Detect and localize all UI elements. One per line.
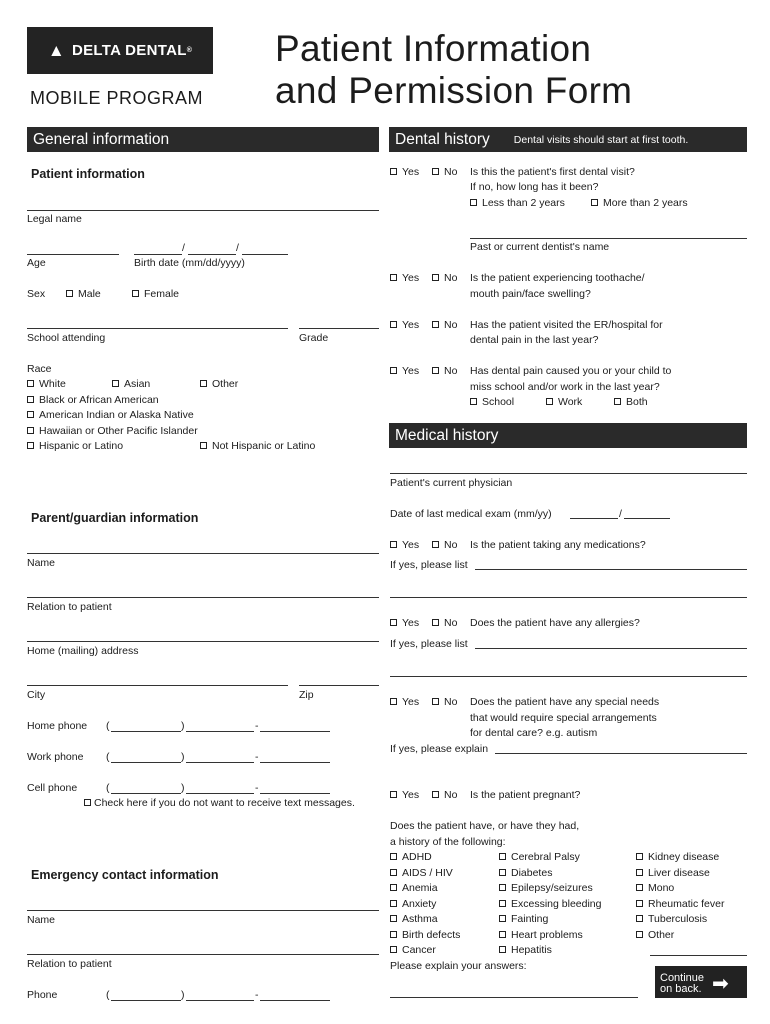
- paren-close: ): [181, 989, 185, 1001]
- condition-option[interactable]: [636, 898, 724, 910]
- relation-field[interactable]: [27, 597, 379, 598]
- checkbox-icon[interactable]: [200, 380, 207, 387]
- checkbox-icon[interactable]: [390, 274, 397, 281]
- asian-label: Asian: [124, 378, 151, 390]
- logo-registered: ®: [186, 47, 193, 54]
- home-phone-line-field[interactable]: [260, 731, 330, 732]
- zip-field[interactable]: [299, 685, 379, 686]
- work-phone-area-field[interactable]: [111, 762, 181, 763]
- special-needs-text-2: that would require special arrangements: [470, 712, 657, 724]
- paren-open: (: [106, 782, 110, 794]
- age-field[interactable]: [27, 254, 119, 255]
- checkbox-icon[interactable]: [84, 799, 91, 806]
- school-option[interactable]: [470, 396, 514, 408]
- q4-text-2: miss school and/or work in the last year?: [470, 381, 660, 393]
- condition-option[interactable]: [636, 929, 674, 941]
- past-dentist-field[interactable]: [470, 238, 747, 239]
- checkbox-icon[interactable]: [132, 290, 139, 297]
- condition-label: Kidney disease: [648, 851, 720, 863]
- pregnant-yes[interactable]: [390, 789, 419, 801]
- condition-label: Excessing bleeding: [511, 898, 602, 910]
- yes-label: Yes: [402, 539, 420, 551]
- allergies-list-label: If yes, please list: [390, 638, 468, 650]
- american-indian-label: American Indian or Alaska Native: [39, 409, 194, 421]
- grade-label: Grade: [299, 332, 329, 344]
- slash: /: [236, 242, 239, 254]
- home-phone-area-field[interactable]: [111, 731, 181, 732]
- no-label: No: [444, 539, 458, 551]
- dash: -: [255, 720, 259, 732]
- condition-label: Heart problems: [511, 929, 583, 941]
- birth-date-label: Birth date (mm/dd/yyyy): [134, 257, 245, 269]
- dash: -: [255, 782, 259, 794]
- q2-text-2: mouth pain/face swelling?: [470, 288, 591, 300]
- paren-close: ): [181, 751, 185, 763]
- checkbox-icon[interactable]: [27, 380, 34, 387]
- both-option-label: Both: [626, 396, 648, 408]
- allergies-question: Does the patient have any allergies?: [470, 617, 640, 629]
- pregnant-no[interactable]: [432, 789, 457, 801]
- checkbox-icon[interactable]: [390, 321, 397, 328]
- birth-day-field[interactable]: [188, 254, 236, 255]
- female-option[interactable]: [132, 288, 179, 300]
- checkbox-icon[interactable]: [390, 915, 397, 922]
- race-label: Race: [27, 363, 52, 375]
- other-label: Other: [212, 378, 239, 390]
- medical-bar-label: Medical history: [395, 426, 499, 444]
- condition-option[interactable]: [390, 882, 438, 894]
- emergency-phone-prefix-field[interactable]: [186, 1000, 254, 1001]
- pregnant-question: Is the patient pregnant?: [470, 789, 581, 801]
- paren-close: ): [181, 782, 185, 794]
- last-exam-year-field[interactable]: [624, 518, 670, 519]
- condition-label: Rheumatic fever: [648, 898, 725, 910]
- past-dentist-label: Past or current dentist's name: [470, 241, 610, 253]
- checkbox-icon[interactable]: [390, 619, 397, 626]
- checkbox-icon[interactable]: [27, 396, 34, 403]
- checkbox-icon[interactable]: [432, 367, 439, 374]
- checkbox-icon[interactable]: [432, 541, 439, 548]
- condition-option[interactable]: [499, 851, 580, 863]
- title-line-1: Patient Information: [275, 28, 592, 69]
- checkbox-icon[interactable]: [390, 698, 397, 705]
- checkbox-icon[interactable]: [390, 884, 397, 891]
- no-label: No: [444, 365, 458, 377]
- checkbox-icon[interactable]: [499, 853, 506, 860]
- more-than-2-label: More than 2 years: [603, 197, 688, 209]
- checkbox-icon[interactable]: [499, 946, 506, 953]
- no-label: No: [444, 617, 458, 629]
- allergies-field-2[interactable]: [390, 676, 747, 677]
- q3-text-1: Has the patient visited the ER/hospital for: [470, 319, 663, 331]
- paren-close: ): [181, 720, 185, 732]
- patient-info-heading: Patient information: [31, 167, 145, 181]
- no-label: No: [444, 319, 458, 331]
- physician-field[interactable]: [390, 473, 747, 474]
- yes-label: Yes: [402, 617, 420, 629]
- checkbox-icon[interactable]: [470, 199, 477, 206]
- q3-no[interactable]: [432, 319, 457, 331]
- cell-phone-prefix-field[interactable]: [186, 793, 254, 794]
- no-label: No: [444, 166, 458, 178]
- parent-info-heading: Parent/guardian information: [31, 511, 199, 525]
- special-no[interactable]: [432, 696, 457, 708]
- q4-text-1: Has dental pain caused you or your child to: [470, 365, 672, 377]
- checkbox-icon[interactable]: [636, 853, 643, 860]
- cell-phone-line-field[interactable]: [260, 793, 330, 794]
- no-label: No: [444, 272, 458, 284]
- home-phone-prefix-field[interactable]: [186, 731, 254, 732]
- black-label: Black or African American: [39, 394, 159, 406]
- delta-dental-logo: [27, 27, 213, 74]
- condition-label: Epilepsy/seizures: [511, 882, 593, 894]
- parent-name-label: Name: [27, 557, 56, 569]
- dental-history-bar: [389, 127, 747, 152]
- yes-label: Yes: [402, 319, 420, 331]
- special-explain-field[interactable]: [495, 753, 747, 754]
- not-hispanic-label: Not Hispanic or Latino: [212, 440, 316, 452]
- emergency-name-label: Name: [27, 914, 56, 926]
- special-yes[interactable]: [390, 696, 419, 708]
- q2-yes[interactable]: [390, 272, 419, 284]
- medications-question: Is the patient taking any medications?: [470, 539, 646, 551]
- checkbox-icon[interactable]: [200, 442, 207, 449]
- continue-text-2: on back.: [660, 983, 702, 995]
- continue-text-1: Continue: [660, 972, 705, 984]
- yes-label: Yes: [402, 696, 420, 708]
- condition-label: Mono: [648, 882, 675, 894]
- hispanic-option[interactable]: [27, 440, 123, 452]
- city-label: City: [27, 689, 46, 701]
- checkbox-icon[interactable]: [636, 869, 643, 876]
- emergency-name-field[interactable]: [27, 910, 379, 911]
- no-label: No: [444, 696, 458, 708]
- condition-label: Fainting: [511, 913, 549, 925]
- page-title: [275, 28, 755, 112]
- legal-name-label: Legal name: [27, 213, 82, 225]
- condition-label: Tuberculosis: [648, 913, 708, 925]
- checkbox-icon[interactable]: [390, 367, 397, 374]
- logo-text: DELTA DENTAL: [71, 42, 187, 59]
- race-other[interactable]: [200, 378, 238, 390]
- special-explain-label: If yes, please explain: [390, 743, 489, 755]
- q4-yes[interactable]: [390, 365, 419, 377]
- yes-label: Yes: [402, 789, 420, 801]
- special-needs-text-1: Does the patient have any special needs: [470, 696, 660, 708]
- condition-label: Anxiety: [402, 898, 437, 910]
- condition-option[interactable]: [390, 913, 438, 925]
- work-option-label: Work: [558, 396, 583, 408]
- cell-phone-area-field[interactable]: [111, 793, 181, 794]
- more-than-2-option[interactable]: [591, 197, 688, 209]
- zip-label: Zip: [299, 689, 314, 701]
- checkbox-icon[interactable]: [432, 619, 439, 626]
- slash: /: [182, 242, 185, 254]
- condition-label: Cerebral Palsy: [511, 851, 580, 863]
- condition-label: Anemia: [402, 882, 438, 894]
- home-address-field[interactable]: [27, 641, 379, 642]
- physician-label: Patient's current physician: [390, 477, 513, 489]
- checkbox-icon[interactable]: [27, 442, 34, 449]
- paren-open: (: [106, 751, 110, 763]
- slash: /: [619, 508, 622, 520]
- general-bar-label: General information: [33, 130, 170, 148]
- condition-option[interactable]: [390, 851, 432, 863]
- condition-option[interactable]: [499, 944, 552, 956]
- checkbox-icon[interactable]: [432, 791, 439, 798]
- condition-option[interactable]: [390, 867, 453, 879]
- less-than-2-option[interactable]: [470, 197, 565, 209]
- condition-label: Hepatitis: [511, 944, 552, 956]
- checkbox-icon[interactable]: [499, 869, 506, 876]
- not-hispanic-option[interactable]: [200, 440, 315, 452]
- allergies-field[interactable]: [475, 648, 747, 649]
- relation-label: Relation to patient: [27, 601, 112, 613]
- condition-option[interactable]: [499, 867, 552, 879]
- checkbox-icon[interactable]: [432, 274, 439, 281]
- checkbox-icon[interactable]: [470, 398, 477, 405]
- condition-label: Birth defects: [402, 929, 461, 941]
- condition-option[interactable]: [390, 929, 460, 941]
- allergy-yes[interactable]: [390, 617, 419, 629]
- history-text-1: Does the patient have, or have they had,: [390, 820, 580, 832]
- emergency-relation-label: Relation to patient: [27, 958, 112, 970]
- checkbox-icon[interactable]: [390, 791, 397, 798]
- dash: -: [255, 989, 259, 1001]
- program-label: MOBILE PROGRAM: [30, 88, 204, 108]
- condition-option[interactable]: [499, 929, 583, 941]
- birth-year-field[interactable]: [242, 254, 288, 255]
- medications-field[interactable]: [475, 569, 747, 570]
- condition-option[interactable]: [499, 913, 548, 925]
- male-label: Male: [78, 288, 101, 300]
- delta-triangle-icon: ▲: [47, 40, 65, 60]
- male-option[interactable]: [66, 288, 101, 300]
- female-label: Female: [144, 288, 180, 300]
- age-label: Age: [27, 257, 46, 269]
- emergency-phone-area-field[interactable]: [111, 1000, 181, 1001]
- hawaiian-label: Hawaiian or Other Pacific Islander: [39, 425, 198, 437]
- medications-list-label: If yes, please list: [390, 559, 468, 571]
- home-phone-label: Home phone: [27, 720, 88, 732]
- checkbox-icon[interactable]: [432, 698, 439, 705]
- medical-history-bar: [389, 423, 747, 448]
- work-phone-label: Work phone: [27, 751, 84, 763]
- checkbox-icon[interactable]: [614, 398, 621, 405]
- checkbox-icon[interactable]: [636, 915, 643, 922]
- work-option[interactable]: [546, 396, 582, 408]
- explain-answers-field[interactable]: [390, 997, 638, 998]
- condition-option[interactable]: [636, 882, 674, 894]
- both-option[interactable]: [614, 396, 648, 408]
- q2-no[interactable]: [432, 272, 457, 284]
- history-text-2: a history of the following:: [390, 836, 506, 848]
- city-field[interactable]: [27, 685, 288, 686]
- checkbox-icon[interactable]: [112, 380, 119, 387]
- special-needs-text-3: for dental care? e.g. autism: [470, 727, 598, 739]
- yes-label: Yes: [402, 166, 420, 178]
- checkbox-icon[interactable]: [591, 199, 598, 206]
- checkbox-icon[interactable]: [390, 541, 397, 548]
- dental-bar-label: Dental history: [395, 130, 490, 148]
- checkbox-icon[interactable]: [390, 869, 397, 876]
- school-field[interactable]: [27, 328, 288, 329]
- checkbox-icon[interactable]: [636, 884, 643, 891]
- work-phone-line-field[interactable]: [260, 762, 330, 763]
- condition-label: AIDS / HIV: [402, 867, 453, 879]
- q2-text-1: Is the patient experiencing toothache/: [470, 272, 645, 284]
- race-white[interactable]: [27, 378, 66, 390]
- med-yes[interactable]: [390, 539, 419, 551]
- race-black[interactable]: [27, 394, 159, 406]
- checkbox-icon[interactable]: [499, 884, 506, 891]
- emergency-phone-label: Phone: [27, 989, 58, 1001]
- paren-open: (: [106, 720, 110, 732]
- allergy-no[interactable]: [432, 617, 457, 629]
- condition-option[interactable]: [636, 867, 710, 879]
- checkbox-icon[interactable]: [499, 900, 506, 907]
- condition-label: ADHD: [402, 851, 432, 863]
- condition-option[interactable]: [390, 944, 436, 956]
- sex-label: Sex: [27, 288, 46, 300]
- arrow-right-icon: ➡: [712, 972, 729, 995]
- white-label: White: [39, 378, 66, 390]
- work-phone-prefix-field[interactable]: [186, 762, 254, 763]
- medications-field-2[interactable]: [390, 597, 747, 598]
- checkbox-icon[interactable]: [27, 411, 34, 418]
- less-than-2-label: Less than 2 years: [482, 197, 565, 209]
- general-information-bar: [27, 127, 379, 152]
- no-label: No: [444, 789, 458, 801]
- condition-label: Diabetes: [511, 867, 553, 879]
- checkbox-icon[interactable]: [432, 321, 439, 328]
- checkbox-icon[interactable]: [390, 931, 397, 938]
- no-text-label: Check here if you do not want to receive text messages.: [94, 797, 355, 809]
- school-label: School attending: [27, 332, 106, 344]
- birth-month-field[interactable]: [134, 254, 182, 255]
- q1-no[interactable]: [432, 166, 457, 178]
- dash: -: [255, 751, 259, 763]
- other-condition-field[interactable]: [650, 955, 747, 956]
- legal-name-field[interactable]: [27, 210, 379, 211]
- title-line-2: and Permission Form: [275, 70, 633, 111]
- checkbox-icon[interactable]: [390, 853, 397, 860]
- hispanic-label: Hispanic or Latino: [39, 440, 124, 452]
- condition-label: Liver disease: [648, 867, 710, 879]
- med-no[interactable]: [432, 539, 457, 551]
- q3-yes[interactable]: [390, 319, 419, 331]
- school-option-label: School: [482, 396, 515, 408]
- checkbox-icon[interactable]: [546, 398, 553, 405]
- condition-option[interactable]: [499, 882, 593, 894]
- checkbox-icon[interactable]: [27, 427, 34, 434]
- q1-sub-text: If no, how long has it been?: [470, 181, 599, 193]
- checkbox-icon[interactable]: [636, 931, 643, 938]
- q1-text: Is this the patient's first dental visit?: [470, 166, 635, 178]
- yes-label: Yes: [402, 365, 420, 377]
- yes-label: Yes: [402, 272, 420, 284]
- checkbox-icon[interactable]: [390, 946, 397, 953]
- paren-open: (: [106, 989, 110, 1001]
- q1-yes[interactable]: [390, 166, 419, 178]
- checkbox-icon[interactable]: [66, 290, 73, 297]
- checkbox-icon[interactable]: [499, 931, 506, 938]
- race-american-indian[interactable]: [27, 409, 194, 421]
- q4-no[interactable]: [432, 365, 457, 377]
- last-exam-month-field[interactable]: [570, 518, 618, 519]
- grade-field[interactable]: [299, 328, 379, 329]
- continue-on-back-note: [655, 966, 747, 998]
- checkbox-icon[interactable]: [499, 915, 506, 922]
- no-text-option[interactable]: [84, 797, 355, 809]
- cell-phone-label: Cell phone: [27, 782, 78, 794]
- race-asian[interactable]: [112, 378, 150, 390]
- condition-option[interactable]: [499, 898, 601, 910]
- parent-name-field[interactable]: [27, 553, 379, 554]
- condition-option[interactable]: [390, 898, 436, 910]
- checkbox-icon[interactable]: [636, 900, 643, 907]
- checkbox-icon[interactable]: [432, 168, 439, 175]
- emergency-heading: Emergency contact information: [31, 868, 219, 882]
- condition-label: Asthma: [402, 913, 438, 925]
- explain-answers-label: Please explain your answers:: [390, 960, 527, 972]
- checkbox-icon[interactable]: [390, 168, 397, 175]
- checkbox-icon[interactable]: [390, 900, 397, 907]
- condition-label: Cancer: [402, 944, 436, 956]
- last-exam-label: Date of last medical exam (mm/yy): [390, 508, 552, 520]
- q3-text-2: dental pain in the last year?: [470, 334, 599, 346]
- emergency-phone-line-field[interactable]: [260, 1000, 330, 1001]
- condition-option[interactable]: [636, 913, 707, 925]
- condition-label: Other: [648, 929, 675, 941]
- emergency-relation-field[interactable]: [27, 954, 379, 955]
- condition-option[interactable]: [636, 851, 719, 863]
- home-address-label: Home (mailing) address: [27, 645, 139, 657]
- race-hawaiian[interactable]: [27, 425, 198, 437]
- dental-bar-note: Dental visits should start at first tooth.: [513, 133, 689, 146]
